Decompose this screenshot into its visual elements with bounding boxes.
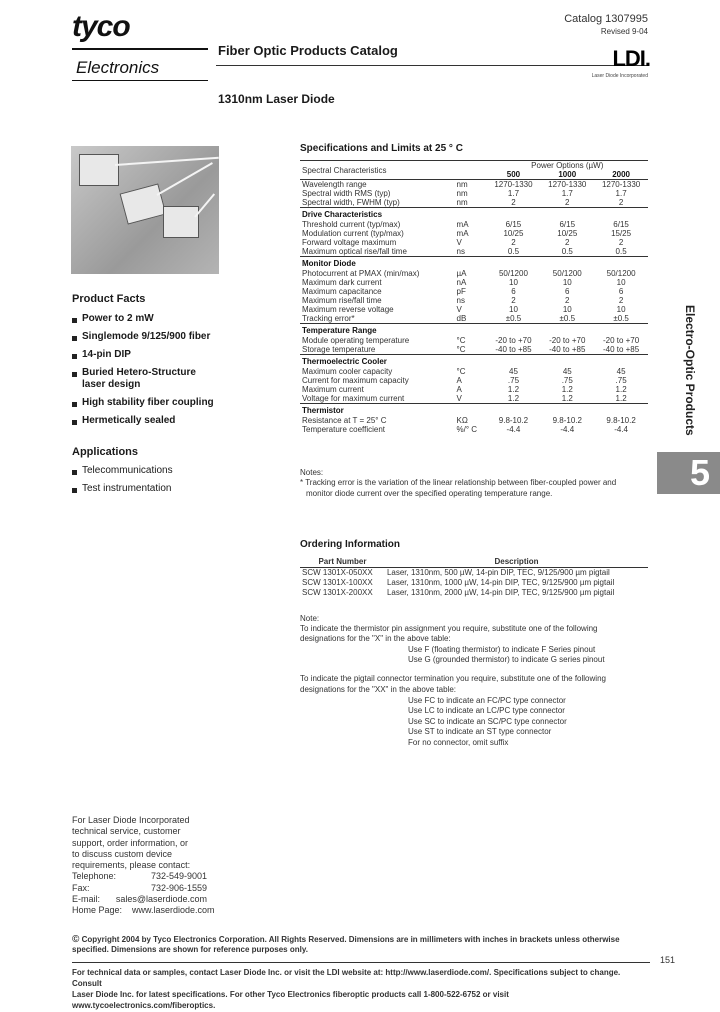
spec-unit: %/° C xyxy=(456,425,478,434)
laser-module-1 xyxy=(79,154,119,186)
fax-label: Fax: xyxy=(72,882,90,893)
spec-value: 45 xyxy=(509,367,518,376)
spec-row xyxy=(300,198,648,208)
product-facts-heading: Product Facts xyxy=(72,293,146,305)
spec-row xyxy=(300,345,648,355)
unit-col-blank xyxy=(455,161,487,171)
contact-line: requirements, please contact: xyxy=(72,860,191,871)
spectral-header: Spectral Characteristics xyxy=(300,161,455,180)
order-note-label: Note: xyxy=(300,614,320,623)
spec-value: 10 xyxy=(616,305,626,314)
email-row xyxy=(72,894,207,905)
spec-param: Photocurrent at PMAX (min/max) xyxy=(302,269,420,278)
spec-value: 2 xyxy=(511,296,516,305)
specs-table xyxy=(300,160,648,434)
product-title: 1310nm Laser Diode xyxy=(218,92,335,106)
spec-unit: ns xyxy=(456,247,465,256)
spec-value: -4.4 xyxy=(506,425,521,434)
fact-item: Hermetically sealed xyxy=(82,415,176,426)
part-description: Laser, 1310nm, 2000 µW, 14-pin DIP, TEC, 9/125/900 µm pigtail xyxy=(386,588,615,597)
spec-value: 50/1200 xyxy=(606,269,636,278)
spec-unit: KΩ xyxy=(456,416,468,425)
spec-value: 1270-1330 xyxy=(548,180,587,189)
spec-value: 50/1200 xyxy=(552,269,582,278)
bullet xyxy=(72,402,77,407)
connector-note: To indicate the pigtail connector termination you require, substitute one of the following xyxy=(300,674,606,683)
spec-group-header xyxy=(300,404,648,417)
telephone-row xyxy=(72,871,207,882)
spec-unit: nm xyxy=(456,180,468,189)
homepage-row xyxy=(72,905,215,916)
spec-value: 0.5 xyxy=(507,247,520,256)
spec-value: 2 xyxy=(565,238,570,247)
spec-param: Maximum rise/fall time xyxy=(302,296,382,305)
spec-param: Temperature coefficient xyxy=(302,425,386,434)
ldi-subtitle: Laser Diode Incorporated xyxy=(591,73,648,79)
spec-value: -4.4 xyxy=(614,425,628,434)
order-row xyxy=(300,578,648,588)
homepage-link[interactable]: www.laserdiode.com xyxy=(132,905,215,916)
spec-group-title: Thermoelectric Cooler xyxy=(300,355,648,368)
footer-line: For technical data or samples, contact Laser Diode Inc. or visit the LDI website at: http://www.laserdiode.com/. Specifications subject to change. Consult xyxy=(72,968,621,988)
spec-value: 6/15 xyxy=(613,220,629,229)
thermistor-option: Use F (floating thermistor) to indicate F Series pinout xyxy=(408,645,596,654)
homepage-label: Home Page: xyxy=(72,905,123,916)
fact-item: laser design xyxy=(82,379,141,390)
spec-unit: pF xyxy=(456,287,466,296)
spec-group-title: Temperature Range xyxy=(300,324,648,337)
description-header: Description xyxy=(385,557,648,568)
ordering-table xyxy=(300,557,648,598)
spec-row xyxy=(300,367,648,376)
connector-option: Use SC to indicate an SC/PC type connector xyxy=(408,717,567,726)
spec-row xyxy=(300,229,648,238)
spec-row xyxy=(300,287,648,296)
spec-value: 10 xyxy=(562,305,572,314)
copyright xyxy=(72,935,652,955)
spec-group-title: Thermistor xyxy=(300,404,648,417)
spec-param: Wavelength range xyxy=(302,180,367,189)
thermistor-note: To indicate the thermistor pin assignment you require, substitute one of the following xyxy=(300,624,598,633)
spec-param: Module operating temperature xyxy=(302,336,410,345)
copyright-text: Copyright 2004 by Tyco Electronics Corporation. All Rights Reserved. Dimensions are in millimeters with inches in brackets unless otherwise specified. Dimensions are shown for reference purposes only. xyxy=(72,935,620,954)
section-tab xyxy=(657,452,720,494)
laser-module-3 xyxy=(163,206,199,238)
col-1000: 1000 xyxy=(558,170,577,179)
telephone-value: 732-549-9001 xyxy=(150,871,207,882)
order-row xyxy=(300,568,648,579)
notes-label: Notes: xyxy=(300,468,324,477)
fact-item: 14-pin DIP xyxy=(82,349,131,360)
part-number: SCW 1301X-100XX xyxy=(302,578,373,587)
spec-value: 2 xyxy=(618,198,624,207)
spec-value: 1.2 xyxy=(561,394,573,403)
spec-row xyxy=(300,425,648,434)
spec-param: Maximum current xyxy=(302,385,364,394)
spec-group-header xyxy=(300,355,648,368)
footer-rule xyxy=(72,962,650,963)
unit-col-blank xyxy=(455,170,487,180)
spec-row xyxy=(300,220,648,229)
spec-unit: ns xyxy=(456,296,465,305)
spec-value: ±0.5 xyxy=(613,314,629,323)
spec-value: 2 xyxy=(511,198,516,207)
spec-value: 6/15 xyxy=(505,220,522,229)
spec-param: Spectral width, FWHM (typ) xyxy=(302,198,400,207)
note-line: monitor diode current over the specified operating temperature range. xyxy=(306,489,553,498)
spec-value: 6 xyxy=(618,287,624,296)
part-number: SCW 1301X-200XX xyxy=(302,588,373,597)
telephone-label: Telephone: xyxy=(72,871,117,882)
spec-group-header xyxy=(300,257,648,270)
fact-item: Power to 2 mW xyxy=(82,313,154,324)
spec-value: 45 xyxy=(616,367,626,376)
spec-param: Current for maximum capacity xyxy=(302,376,409,385)
email-label: E-mail: xyxy=(72,894,101,905)
part-number-header: Part Number xyxy=(300,557,385,568)
spec-unit: V xyxy=(456,305,462,314)
contact-line: support, order information, or xyxy=(72,837,189,848)
ordering-heading: Ordering Information xyxy=(300,539,400,550)
bullet xyxy=(72,372,77,377)
spec-value: -20 to +70 xyxy=(549,336,586,345)
spec-param: Maximum reverse voltage xyxy=(302,305,394,314)
spec-value: 10/25 xyxy=(503,229,524,238)
spec-value: 10/25 xyxy=(557,229,578,238)
bullet xyxy=(72,470,77,475)
spec-value: ±0.5 xyxy=(559,314,576,323)
spec-value: 1.2 xyxy=(561,385,573,394)
logo-rule xyxy=(72,48,208,50)
spec-value: 9.8-10.2 xyxy=(498,416,529,425)
spec-unit: °C xyxy=(456,336,466,345)
spec-value: -20 to +70 xyxy=(602,336,640,345)
spec-value: 15/25 xyxy=(611,229,632,238)
spec-param: Storage temperature xyxy=(302,345,376,354)
spec-value: -40 to +85 xyxy=(549,345,586,354)
contact-block xyxy=(72,815,215,917)
spec-value: 9.8-10.2 xyxy=(606,416,636,425)
logo-underline xyxy=(72,80,208,81)
fact-item: Singlemode 9/125/900 fiber xyxy=(82,331,211,342)
spec-unit: nm xyxy=(456,198,468,207)
spec-row xyxy=(300,247,648,257)
spec-value: 0.5 xyxy=(615,247,627,256)
bullet xyxy=(72,336,77,341)
footer-line: Laser Diode Inc. for latest specifications. For other Tyco Electronics fiberoptic products call 1-800-522-6752 or visit www.tycoelectronics.com/fiberoptics. xyxy=(72,990,509,1010)
spec-value: 10 xyxy=(562,278,572,287)
connector-option: For no connector, omit suffix xyxy=(408,738,509,747)
spec-param: Tracking error* xyxy=(302,314,355,323)
spec-value: 2 xyxy=(618,238,624,247)
spec-value: 1270-1330 xyxy=(601,180,641,189)
header-rule xyxy=(216,65,648,66)
spec-group-header xyxy=(300,208,648,221)
spec-group-header xyxy=(300,324,648,337)
spec-value: 6/15 xyxy=(559,220,576,229)
spec-value: 1.2 xyxy=(615,385,627,394)
spec-row xyxy=(300,385,648,394)
email-link[interactable]: sales@laserdiode.com xyxy=(115,894,207,905)
application-item: Test instrumentation xyxy=(82,483,172,494)
part-number: SCW 1301X-050XX xyxy=(302,568,373,577)
spec-unit: µA xyxy=(456,269,467,278)
spec-row xyxy=(300,305,648,314)
bullet xyxy=(72,488,77,493)
fax-row xyxy=(72,883,207,894)
catalog-title: Fiber Optic Products Catalog xyxy=(218,43,398,58)
col-2000: 2000 xyxy=(612,170,630,179)
fax-value: 732-906-1559 xyxy=(150,882,207,893)
spec-row xyxy=(300,416,648,425)
page-number: 151 xyxy=(660,955,676,965)
spec-unit: mA xyxy=(456,229,469,238)
spec-value: 1270-1330 xyxy=(494,180,533,189)
spec-value: 10 xyxy=(509,278,518,287)
spec-unit: V xyxy=(456,394,462,403)
spec-value: -40 to +85 xyxy=(602,345,640,354)
spec-row xyxy=(300,336,648,345)
spec-value: 1.2 xyxy=(615,394,627,403)
spec-unit: mA xyxy=(456,220,469,229)
spec-row xyxy=(300,296,648,305)
spec-unit: A xyxy=(456,376,462,385)
copyright-icon: © xyxy=(72,934,80,945)
spec-value: 0.5 xyxy=(561,247,573,256)
revised-date: Revised 9-04 xyxy=(600,27,648,36)
spec-param: Resistance at T = 25° C xyxy=(302,416,387,425)
spec-value: 1.7 xyxy=(507,189,520,198)
spec-value: 6 xyxy=(511,287,516,296)
contact-line: technical service, customer xyxy=(72,826,181,837)
spec-value: 10 xyxy=(616,278,626,287)
bullet xyxy=(72,318,77,323)
spec-row xyxy=(300,180,648,190)
spec-value: 1.7 xyxy=(615,189,627,198)
spec-value: 2 xyxy=(565,198,570,207)
spec-value: -4.4 xyxy=(560,425,575,434)
section-tab-label: Electro-Optic Products xyxy=(683,305,697,436)
part-description: Laser, 1310nm, 500 µW, 14-pin DIP, TEC, 9/125/900 µm pigtail xyxy=(386,568,610,577)
thermistor-option: Use G (grounded thermistor) to indicate G series pinout xyxy=(408,655,605,664)
spec-param: Forward voltage maximum xyxy=(302,238,397,247)
spec-param: Maximum optical rise/fall time xyxy=(302,247,407,256)
footer-info xyxy=(72,967,652,1011)
spec-value: .75 xyxy=(561,376,573,385)
spec-value: -40 to +85 xyxy=(495,345,532,354)
fiber-2 xyxy=(157,162,213,196)
electronics-logo: Electronics xyxy=(76,58,160,77)
bullet xyxy=(72,354,77,359)
specs-title: Specifications and Limits at 25 ° C xyxy=(300,143,463,154)
contact-line: to discuss custom device xyxy=(72,848,173,859)
spec-row xyxy=(300,394,648,404)
spec-value: 1.7 xyxy=(561,189,573,198)
spec-unit: °C xyxy=(456,345,466,354)
spec-unit: nm xyxy=(456,189,468,198)
note-line: * Tracking error is the variation of the linear relationship between fiber-coupled power and xyxy=(300,478,617,487)
spec-row xyxy=(300,238,648,247)
spec-param: Voltage for maximum current xyxy=(302,394,405,403)
spec-value: 10 xyxy=(509,305,518,314)
connector-option: Use ST to indicate an ST type connector xyxy=(408,727,552,736)
spec-param: Maximum dark current xyxy=(302,278,382,287)
spec-param: Modulation current (typ/max) xyxy=(302,229,404,238)
spec-value: 1.2 xyxy=(507,394,520,403)
spec-value: 50/1200 xyxy=(498,269,528,278)
thermistor-note: designations for the "X" in the above table: xyxy=(300,634,451,643)
spec-param: Maximum capacitance xyxy=(302,287,382,296)
spec-row xyxy=(300,314,648,324)
section-number: 5 xyxy=(690,452,711,493)
spec-row xyxy=(300,278,648,287)
spec-value: 6 xyxy=(565,287,570,296)
spec-value: 2 xyxy=(511,238,516,247)
spec-value: 45 xyxy=(562,367,572,376)
spec-value: ±0.5 xyxy=(505,314,522,323)
spec-value: -20 to +70 xyxy=(495,336,532,345)
application-item: Telecommunications xyxy=(82,465,173,476)
fiber-1 xyxy=(115,157,219,166)
spec-unit: V xyxy=(456,238,462,247)
spec-param: Threshold current (typ/max) xyxy=(302,220,401,229)
product-photo xyxy=(71,146,219,274)
spec-unit: dB xyxy=(456,314,467,323)
catalog-number: Catalog 1307995 xyxy=(564,13,648,25)
connector-note: designations for the "XX" in the above table: xyxy=(300,685,457,694)
spec-value: .75 xyxy=(615,376,627,385)
spec-group-title: Drive Characteristics xyxy=(300,208,648,221)
spec-value: .75 xyxy=(507,376,520,385)
spec-value: 2 xyxy=(565,296,570,305)
ordering-header-row xyxy=(300,557,648,568)
ldi-logo: LDI. xyxy=(612,46,650,71)
spec-param: Maximum cooler capacity xyxy=(302,367,393,376)
fact-item: Buried Hetero-Structure xyxy=(82,367,196,378)
power-options-header: Power Options (µW) xyxy=(487,161,648,171)
order-row xyxy=(300,588,648,598)
bullet xyxy=(72,420,77,425)
specs-header-row xyxy=(300,161,648,171)
connector-option: Use FC to indicate an FC/PC type connector xyxy=(408,696,566,705)
spec-row xyxy=(300,269,648,278)
laser-module-2 xyxy=(120,183,167,224)
spec-value: 9.8-10.2 xyxy=(552,416,582,425)
spec-param: Spectral width RMS (typ) xyxy=(302,189,391,198)
spec-row xyxy=(300,376,648,385)
spec-unit: nA xyxy=(456,278,467,287)
spec-unit: °C xyxy=(456,367,466,376)
spec-value: 2 xyxy=(618,296,624,305)
applications-heading: Applications xyxy=(72,446,139,458)
spec-unit: A xyxy=(456,385,462,394)
connector-option: Use LC to indicate an LC/PC type connector xyxy=(408,706,565,715)
tyco-logo: tyco xyxy=(72,10,130,43)
spec-group-title: Monitor Diode xyxy=(300,257,648,270)
part-description: Laser, 1310nm, 1000 µW, 14-pin DIP, TEC, 9/125/900 µm pigtail xyxy=(386,578,615,587)
col-500: 500 xyxy=(506,170,521,179)
spec-value: 1.2 xyxy=(507,385,520,394)
spec-row xyxy=(300,189,648,198)
fact-item: High stability fiber coupling xyxy=(82,397,214,408)
contact-line: For Laser Diode Incorporated xyxy=(72,815,190,825)
